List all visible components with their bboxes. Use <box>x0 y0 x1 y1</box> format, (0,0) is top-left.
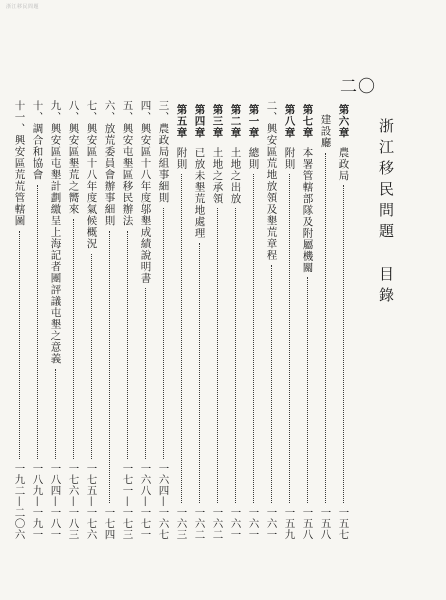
toc-page-number: 一五八 <box>319 507 332 540</box>
toc-entry-title: 三、農政局組事細則 <box>157 100 170 204</box>
toc-page-number: 一七一—一七三 <box>121 463 134 540</box>
toc-page-number: 一五九 <box>283 507 296 540</box>
toc-entry-title: 二、興安區荒地放領及墾荒章程 <box>265 100 278 261</box>
toc-entry-title: 本署管轄部隊及附屬機關 <box>301 146 314 273</box>
toc-chapter-label: 第三章 <box>211 104 224 139</box>
toc-page-number: 一六一 <box>229 507 242 540</box>
toc-entry <box>212 104 223 540</box>
toc-leader-dots <box>181 174 182 504</box>
corner-stamp: 浙江移民問題 <box>6 4 40 10</box>
toc-entry <box>50 100 61 540</box>
toc-entry <box>194 104 205 540</box>
toc-entry <box>338 104 349 540</box>
toc-entry <box>248 104 259 540</box>
toc-page-number: 一六三 <box>175 507 188 540</box>
toc-entry-title: 五、興安屯墾區移民辦法 <box>121 100 134 227</box>
toc-entry-title: 已放未墾荒地處理 <box>193 146 206 239</box>
toc-leader-dots <box>73 219 74 459</box>
toc-leader-dots <box>343 185 344 503</box>
toc-entry <box>104 100 115 540</box>
toc-leader-dots <box>325 153 326 504</box>
toc-leader-dots <box>253 174 254 504</box>
toc-entry <box>266 100 277 540</box>
toc-leader-dots <box>307 277 308 503</box>
toc-leader-dots <box>217 208 218 503</box>
toc-leader-dots <box>55 369 56 460</box>
toc-leader-dots <box>271 265 272 503</box>
toc-page-number: 一八四—一八一 <box>49 463 62 540</box>
toc-chapter-label: 第八章 <box>283 104 296 139</box>
toc-page-number: 一六二 <box>193 507 206 540</box>
toc-chapter-label: 第二章 <box>229 104 242 139</box>
toc-entry-title: 八、興安區墾荒之嚮來 <box>67 100 80 215</box>
toc-entry-title: 建設廳 <box>319 114 332 149</box>
toc-entry-title: 土地之出放 <box>229 146 242 204</box>
toc-entry <box>122 100 133 540</box>
toc-page-number: 一八九—一九一 <box>31 463 44 540</box>
toc-entry-title: 六、放荒委員會辦事細則 <box>103 100 116 227</box>
toc-leader-dots <box>91 254 92 460</box>
toc-page-number: 一九二—二〇六 <box>13 463 26 540</box>
toc-page-number: 一六四—一六七 <box>157 463 170 540</box>
toc-leader-dots <box>19 231 20 460</box>
toc-page-number: 一六八—一七一 <box>139 463 152 540</box>
toc-entry-title: 附則 <box>283 146 296 170</box>
header-section: 目錄 <box>377 266 395 308</box>
toc-entry <box>302 104 313 540</box>
toc-leader-dots <box>235 208 236 503</box>
toc-page-number: 一六一 <box>265 507 278 540</box>
toc-chapter-label: 第七章 <box>301 104 314 139</box>
toc-leader-dots <box>37 185 38 460</box>
toc-entry <box>14 100 25 540</box>
toc-chapter-label: 第六章 <box>337 104 350 139</box>
header-title: 浙江移民問題 <box>377 118 395 244</box>
toc-page-number: 一六二 <box>211 507 224 540</box>
page-number: 二〇 <box>340 77 376 97</box>
toc-entry-title: 總則 <box>247 146 260 170</box>
toc-page-number: 一五八 <box>301 507 314 540</box>
toc-chapter-label: 第五章 <box>175 104 188 139</box>
toc-entry <box>176 104 187 540</box>
toc-entry <box>140 100 151 540</box>
toc-entry <box>230 104 241 540</box>
toc-entry-title: 九、興安區屯墾計劃繳呈上海記者團評議屯墾之意義 <box>49 100 62 365</box>
toc-entry-title: 附則 <box>175 146 188 170</box>
toc-page-number: 一七六—一八三 <box>67 463 80 540</box>
toc-entry <box>32 100 43 540</box>
toc-leader-dots <box>163 208 164 460</box>
toc-entry <box>320 114 331 540</box>
toc-entry-title: 農政局 <box>337 146 350 181</box>
running-header <box>376 118 397 308</box>
toc-chapter-label: 第一章 <box>247 104 260 139</box>
toc-leader-dots <box>109 231 110 504</box>
toc-page-number: 一五七 <box>337 507 350 540</box>
toc-page-number: 一六一 <box>247 507 260 540</box>
toc-leader-dots <box>199 243 200 504</box>
toc-page-number: 一七四 <box>103 507 116 540</box>
toc-leader-dots <box>127 231 128 460</box>
toc-entry <box>158 100 169 540</box>
toc-entry <box>68 100 79 540</box>
toc-leader-dots <box>289 174 290 504</box>
toc-entry-title: 十、調合和協會 <box>31 100 44 181</box>
toc-entry-title: 土地之承領 <box>211 146 224 204</box>
toc-entry-title: 十一、興安區荒荒管轄圖 <box>13 100 26 227</box>
toc-entry-title: 四、興安區十八年度邬墾成績說明書 <box>139 100 152 284</box>
toc-page-number: 一七五—一七六 <box>85 463 98 540</box>
toc-chapter-label: 第四章 <box>193 104 206 139</box>
toc-entry <box>284 104 295 540</box>
toc-entry-title: 七、興安區十八年度氣候概況 <box>85 100 98 250</box>
toc-leader-dots <box>145 288 146 459</box>
toc-entry <box>86 100 97 540</box>
